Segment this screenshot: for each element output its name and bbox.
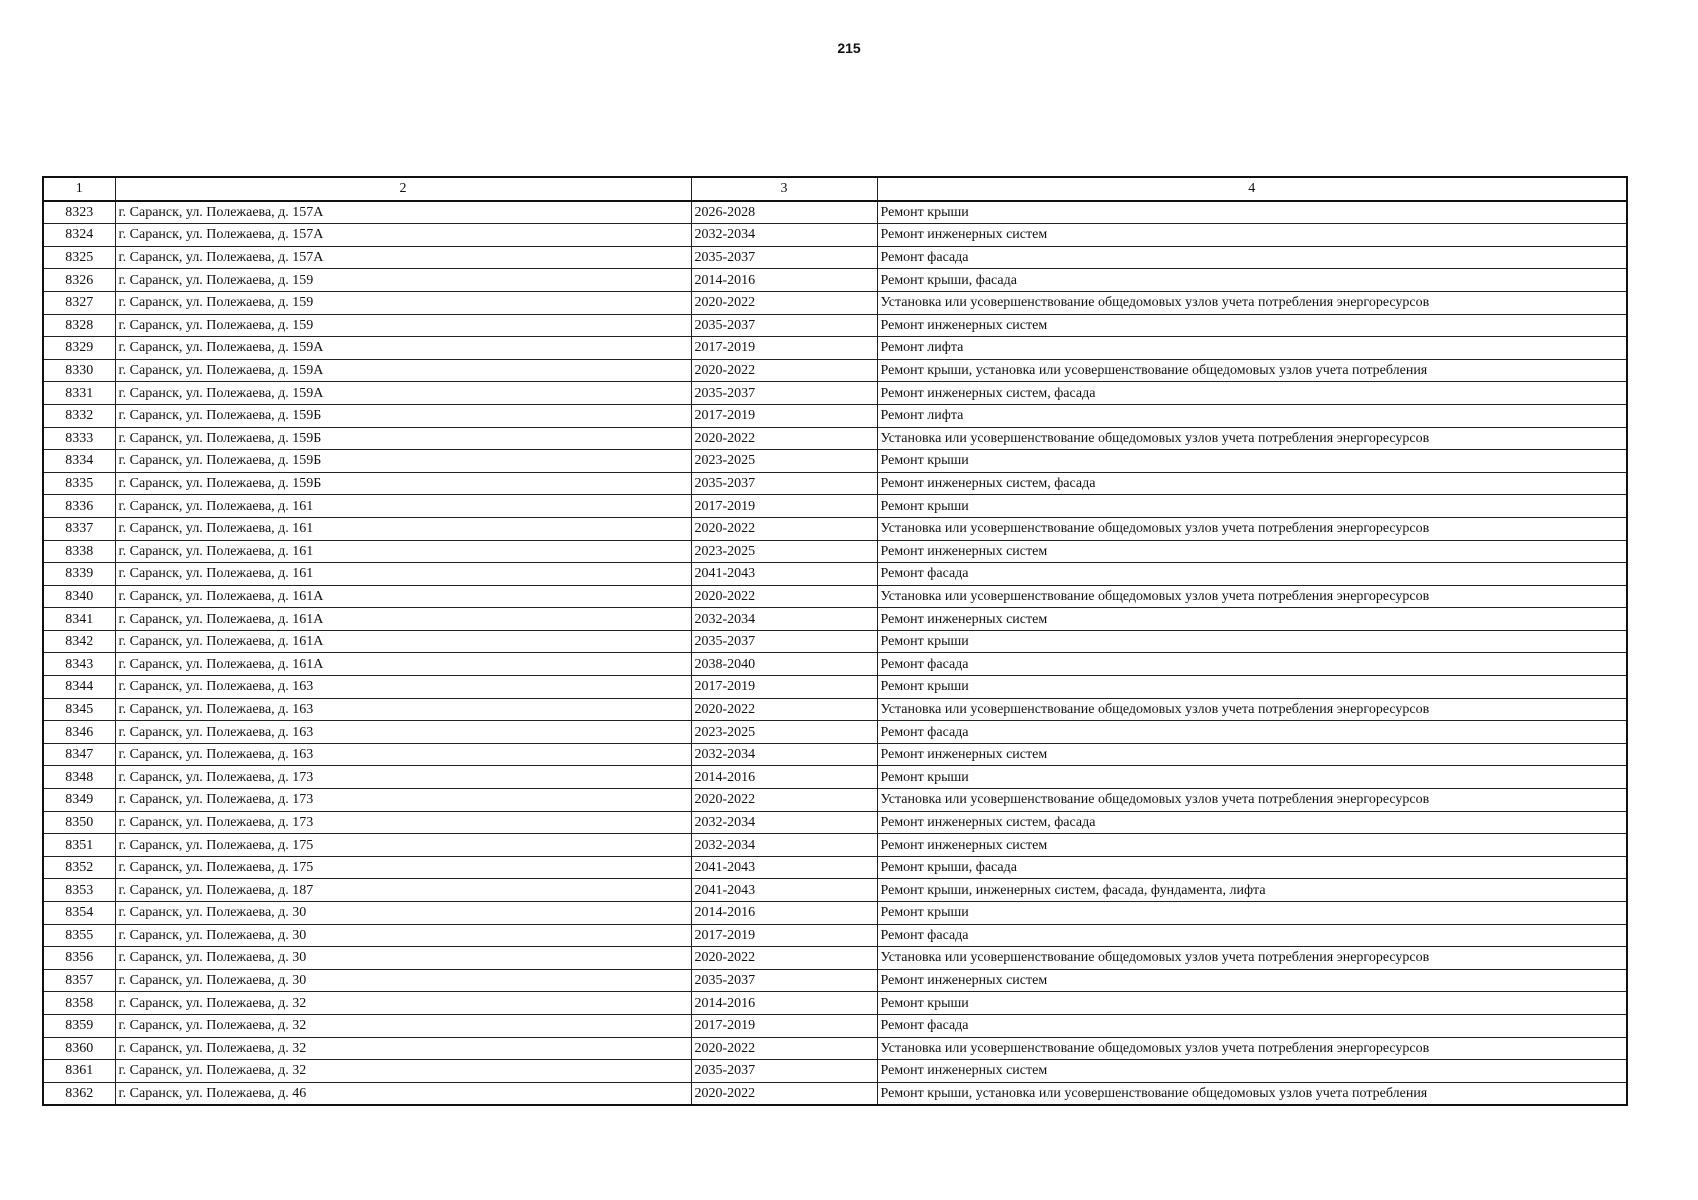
work-type-cell: Ремонт крыши [877, 495, 1627, 518]
row-number: 8337 [43, 517, 115, 540]
work-type-cell: Ремонт фасада [877, 721, 1627, 744]
period-cell: 2035-2037 [691, 246, 877, 269]
row-number: 8351 [43, 834, 115, 857]
row-number: 8344 [43, 676, 115, 699]
work-type-cell: Ремонт крыши, установка или усовершенствование общедомовых узлов учета потребления [877, 1082, 1627, 1105]
work-type-cell: Ремонт крыши [877, 630, 1627, 653]
table-row [43, 834, 1627, 857]
row-number: 8342 [43, 630, 115, 653]
work-type-cell: Ремонт инженерных систем, фасада [877, 811, 1627, 834]
address-cell: г. Саранск, ул. Полежаева, д. 32 [115, 1060, 691, 1083]
period-cell: 2032-2034 [691, 834, 877, 857]
row-number: 8339 [43, 563, 115, 586]
address-cell: г. Саранск, ул. Полежаева, д. 161А [115, 653, 691, 676]
table-row [43, 856, 1627, 879]
work-type-cell: Ремонт крыши, фасада [877, 856, 1627, 879]
address-cell: г. Саранск, ул. Полежаева, д. 161 [115, 517, 691, 540]
row-number: 8340 [43, 585, 115, 608]
period-cell: 2035-2037 [691, 1060, 877, 1083]
period-cell: 2041-2043 [691, 856, 877, 879]
row-number: 8361 [43, 1060, 115, 1083]
address-cell: г. Саранск, ул. Полежаева, д. 161А [115, 585, 691, 608]
table-row [43, 653, 1627, 676]
table-row [43, 517, 1627, 540]
period-cell: 2032-2034 [691, 811, 877, 834]
period-cell: 2023-2025 [691, 721, 877, 744]
table-row [43, 1037, 1627, 1060]
period-cell: 2020-2022 [691, 1082, 877, 1105]
work-type-cell: Ремонт фасада [877, 563, 1627, 586]
period-cell: 2035-2037 [691, 969, 877, 992]
row-number: 8326 [43, 269, 115, 292]
work-type-cell: Ремонт фасада [877, 246, 1627, 269]
address-cell: г. Саранск, ул. Полежаева, д. 159Б [115, 450, 691, 473]
table-row [43, 1014, 1627, 1037]
address-cell: г. Саранск, ул. Полежаева, д. 157А [115, 246, 691, 269]
row-number: 8349 [43, 789, 115, 812]
address-cell: г. Саранск, ул. Полежаева, д. 163 [115, 721, 691, 744]
table-row [43, 1060, 1627, 1083]
period-cell: 2035-2037 [691, 630, 877, 653]
period-cell: 2026-2028 [691, 201, 877, 224]
column-header-period: 3 [691, 177, 877, 201]
address-cell: г. Саранск, ул. Полежаева, д. 161А [115, 608, 691, 631]
row-number: 8335 [43, 472, 115, 495]
address-cell: г. Саранск, ул. Полежаева, д. 161 [115, 495, 691, 518]
row-number: 8345 [43, 698, 115, 721]
period-cell: 2020-2022 [691, 427, 877, 450]
work-type-cell: Ремонт инженерных систем [877, 834, 1627, 857]
column-header-address: 2 [115, 177, 691, 201]
work-type-cell: Установка или усовершенствование общедомовых узлов учета потребления энергоресурсов [877, 1037, 1627, 1060]
row-number: 8346 [43, 721, 115, 744]
address-cell: г. Саранск, ул. Полежаева, д. 163 [115, 676, 691, 699]
table-row [43, 314, 1627, 337]
table-row [43, 902, 1627, 925]
table-row [43, 698, 1627, 721]
table-row [43, 404, 1627, 427]
row-number: 8325 [43, 246, 115, 269]
table-row [43, 969, 1627, 992]
period-cell: 2017-2019 [691, 1014, 877, 1037]
work-type-cell: Ремонт лифта [877, 404, 1627, 427]
address-cell: г. Саранск, ул. Полежаева, д. 32 [115, 992, 691, 1015]
address-cell: г. Саранск, ул. Полежаева, д. 173 [115, 811, 691, 834]
row-number: 8333 [43, 427, 115, 450]
row-number: 8328 [43, 314, 115, 337]
row-number: 8338 [43, 540, 115, 563]
period-cell: 2020-2022 [691, 789, 877, 812]
row-number: 8360 [43, 1037, 115, 1060]
address-cell: г. Саранск, ул. Полежаева, д. 187 [115, 879, 691, 902]
table-row [43, 359, 1627, 382]
row-number: 8348 [43, 766, 115, 789]
work-type-cell: Ремонт инженерных систем [877, 1060, 1627, 1083]
period-cell: 2017-2019 [691, 404, 877, 427]
address-cell: г. Саранск, ул. Полежаева, д. 161 [115, 540, 691, 563]
table-row [43, 450, 1627, 473]
period-cell: 2020-2022 [691, 517, 877, 540]
work-type-cell: Установка или усовершенствование общедомовых узлов учета потребления энергоресурсов [877, 427, 1627, 450]
address-cell: г. Саранск, ул. Полежаева, д. 32 [115, 1014, 691, 1037]
address-cell: г. Саранск, ул. Полежаева, д. 30 [115, 924, 691, 947]
table-row [43, 201, 1627, 224]
row-number: 8327 [43, 291, 115, 314]
table-row [43, 676, 1627, 699]
work-type-cell: Установка или усовершенствование общедомовых узлов учета потребления энергоресурсов [877, 698, 1627, 721]
table-row [43, 246, 1627, 269]
period-cell: 2041-2043 [691, 879, 877, 902]
period-cell: 2020-2022 [691, 698, 877, 721]
period-cell: 2014-2016 [691, 902, 877, 925]
period-cell: 2020-2022 [691, 585, 877, 608]
period-cell: 2041-2043 [691, 563, 877, 586]
period-cell: 2032-2034 [691, 608, 877, 631]
address-cell: г. Саранск, ул. Полежаева, д. 159Б [115, 427, 691, 450]
address-cell: г. Саранск, ул. Полежаева, д. 175 [115, 856, 691, 879]
period-cell: 2032-2034 [691, 224, 877, 247]
period-cell: 2014-2016 [691, 269, 877, 292]
table-row [43, 540, 1627, 563]
table-row [43, 947, 1627, 970]
table-row [43, 1082, 1627, 1105]
table-row [43, 879, 1627, 902]
row-number: 8354 [43, 902, 115, 925]
table-row [43, 608, 1627, 631]
table-row [43, 337, 1627, 360]
work-type-cell: Ремонт инженерных систем [877, 608, 1627, 631]
address-cell: г. Саранск, ул. Полежаева, д. 46 [115, 1082, 691, 1105]
address-cell: г. Саранск, ул. Полежаева, д. 159 [115, 314, 691, 337]
period-cell: 2035-2037 [691, 382, 877, 405]
table-row [43, 630, 1627, 653]
address-cell: г. Саранск, ул. Полежаева, д. 159Б [115, 404, 691, 427]
table-row [43, 789, 1627, 812]
address-cell: г. Саранск, ул. Полежаева, д. 173 [115, 766, 691, 789]
work-type-cell: Ремонт крыши [877, 201, 1627, 224]
period-cell: 2020-2022 [691, 947, 877, 970]
period-cell: 2017-2019 [691, 676, 877, 699]
work-type-cell: Установка или усовершенствование общедомовых узлов учета потребления энергоресурсов [877, 585, 1627, 608]
work-type-cell: Ремонт крыши, фасада [877, 269, 1627, 292]
table-row [43, 563, 1627, 586]
table-row [43, 811, 1627, 834]
table-row [43, 992, 1627, 1015]
row-number: 8355 [43, 924, 115, 947]
work-type-cell: Установка или усовершенствование общедомовых узлов учета потребления энергоресурсов [877, 291, 1627, 314]
period-cell: 2035-2037 [691, 472, 877, 495]
table-row [43, 495, 1627, 518]
table-header [43, 177, 1627, 201]
work-type-cell: Ремонт крыши, инженерных систем, фасада, фундамента, лифта [877, 879, 1627, 902]
row-number: 8329 [43, 337, 115, 360]
period-cell: 2014-2016 [691, 992, 877, 1015]
work-type-cell: Ремонт крыши [877, 676, 1627, 699]
period-cell: 2017-2019 [691, 924, 877, 947]
table-body [43, 201, 1627, 1106]
work-type-cell: Ремонт фасада [877, 1014, 1627, 1037]
address-cell: г. Саранск, ул. Полежаева, д. 159А [115, 337, 691, 360]
table-row [43, 382, 1627, 405]
row-number: 8332 [43, 404, 115, 427]
repair-schedule-table [42, 176, 1628, 1106]
address-cell: г. Саранск, ул. Полежаева, д. 161А [115, 630, 691, 653]
work-type-cell: Ремонт крыши [877, 992, 1627, 1015]
work-type-cell: Ремонт крыши, установка или усовершенствование общедомовых узлов учета потребления [877, 359, 1627, 382]
row-number: 8341 [43, 608, 115, 631]
table-row [43, 472, 1627, 495]
period-cell: 2017-2019 [691, 337, 877, 360]
address-cell: г. Саранск, ул. Полежаева, д. 159А [115, 382, 691, 405]
work-type-cell: Ремонт инженерных систем, фасада [877, 382, 1627, 405]
work-type-cell: Ремонт крыши [877, 766, 1627, 789]
period-cell: 2032-2034 [691, 743, 877, 766]
address-cell: г. Саранск, ул. Полежаева, д. 30 [115, 902, 691, 925]
table-row [43, 721, 1627, 744]
table-row [43, 585, 1627, 608]
period-cell: 2023-2025 [691, 540, 877, 563]
row-number: 8359 [43, 1014, 115, 1037]
period-cell: 2038-2040 [691, 653, 877, 676]
column-header-work-type: 4 [877, 177, 1627, 201]
table-row [43, 427, 1627, 450]
page-number: 215 [837, 40, 861, 56]
address-cell: г. Саранск, ул. Полежаева, д. 175 [115, 834, 691, 857]
table-row [43, 924, 1627, 947]
work-type-cell: Ремонт лифта [877, 337, 1627, 360]
row-number: 8336 [43, 495, 115, 518]
work-type-cell: Ремонт инженерных систем [877, 224, 1627, 247]
address-cell: г. Саранск, ул. Полежаева, д. 157А [115, 201, 691, 224]
header-row [43, 177, 1627, 201]
row-number: 8362 [43, 1082, 115, 1105]
address-cell: г. Саранск, ул. Полежаева, д. 157А [115, 224, 691, 247]
work-type-cell: Ремонт крыши [877, 902, 1627, 925]
work-type-cell: Ремонт инженерных систем [877, 314, 1627, 337]
period-cell: 2020-2022 [691, 291, 877, 314]
work-type-cell: Ремонт инженерных систем, фасада [877, 472, 1627, 495]
row-number: 8331 [43, 382, 115, 405]
table-row [43, 766, 1627, 789]
address-cell: г. Саранск, ул. Полежаева, д. 159 [115, 269, 691, 292]
period-cell: 2035-2037 [691, 314, 877, 337]
row-number: 8358 [43, 992, 115, 1015]
address-cell: г. Саранск, ул. Полежаева, д. 30 [115, 969, 691, 992]
address-cell: г. Саранск, ул. Полежаева, д. 159А [115, 359, 691, 382]
period-cell: 2023-2025 [691, 450, 877, 473]
period-cell: 2014-2016 [691, 766, 877, 789]
work-type-cell: Установка или усовершенствование общедомовых узлов учета потребления энергоресурсов [877, 517, 1627, 540]
row-number: 8352 [43, 856, 115, 879]
address-cell: г. Саранск, ул. Полежаева, д. 161 [115, 563, 691, 586]
address-cell: г. Саранск, ул. Полежаева, д. 159 [115, 291, 691, 314]
row-number: 8347 [43, 743, 115, 766]
work-type-cell: Ремонт фасада [877, 653, 1627, 676]
period-cell: 2020-2022 [691, 1037, 877, 1060]
row-number: 8343 [43, 653, 115, 676]
row-number: 8350 [43, 811, 115, 834]
work-type-cell: Ремонт крыши [877, 450, 1627, 473]
row-number: 8324 [43, 224, 115, 247]
address-cell: г. Саранск, ул. Полежаева, д. 163 [115, 698, 691, 721]
address-cell: г. Саранск, ул. Полежаева, д. 30 [115, 947, 691, 970]
work-type-cell: Установка или усовершенствование общедомовых узлов учета потребления энергоресурсов [877, 789, 1627, 812]
row-number: 8334 [43, 450, 115, 473]
table-row [43, 291, 1627, 314]
row-number: 8353 [43, 879, 115, 902]
row-number: 8330 [43, 359, 115, 382]
address-cell: г. Саранск, ул. Полежаева, д. 159Б [115, 472, 691, 495]
table-row [43, 269, 1627, 292]
column-header-number: 1 [43, 177, 115, 201]
row-number: 8357 [43, 969, 115, 992]
work-type-cell: Ремонт инженерных систем [877, 969, 1627, 992]
work-type-cell: Установка или усовершенствование общедомовых узлов учета потребления энергоресурсов [877, 947, 1627, 970]
table-row [43, 224, 1627, 247]
row-number: 8323 [43, 201, 115, 224]
work-type-cell: Ремонт инженерных систем [877, 743, 1627, 766]
table-row [43, 743, 1627, 766]
row-number: 8356 [43, 947, 115, 970]
period-cell: 2017-2019 [691, 495, 877, 518]
work-type-cell: Ремонт инженерных систем [877, 540, 1627, 563]
period-cell: 2020-2022 [691, 359, 877, 382]
address-cell: г. Саранск, ул. Полежаева, д. 32 [115, 1037, 691, 1060]
work-type-cell: Ремонт фасада [877, 924, 1627, 947]
address-cell: г. Саранск, ул. Полежаева, д. 173 [115, 789, 691, 812]
address-cell: г. Саранск, ул. Полежаева, д. 163 [115, 743, 691, 766]
